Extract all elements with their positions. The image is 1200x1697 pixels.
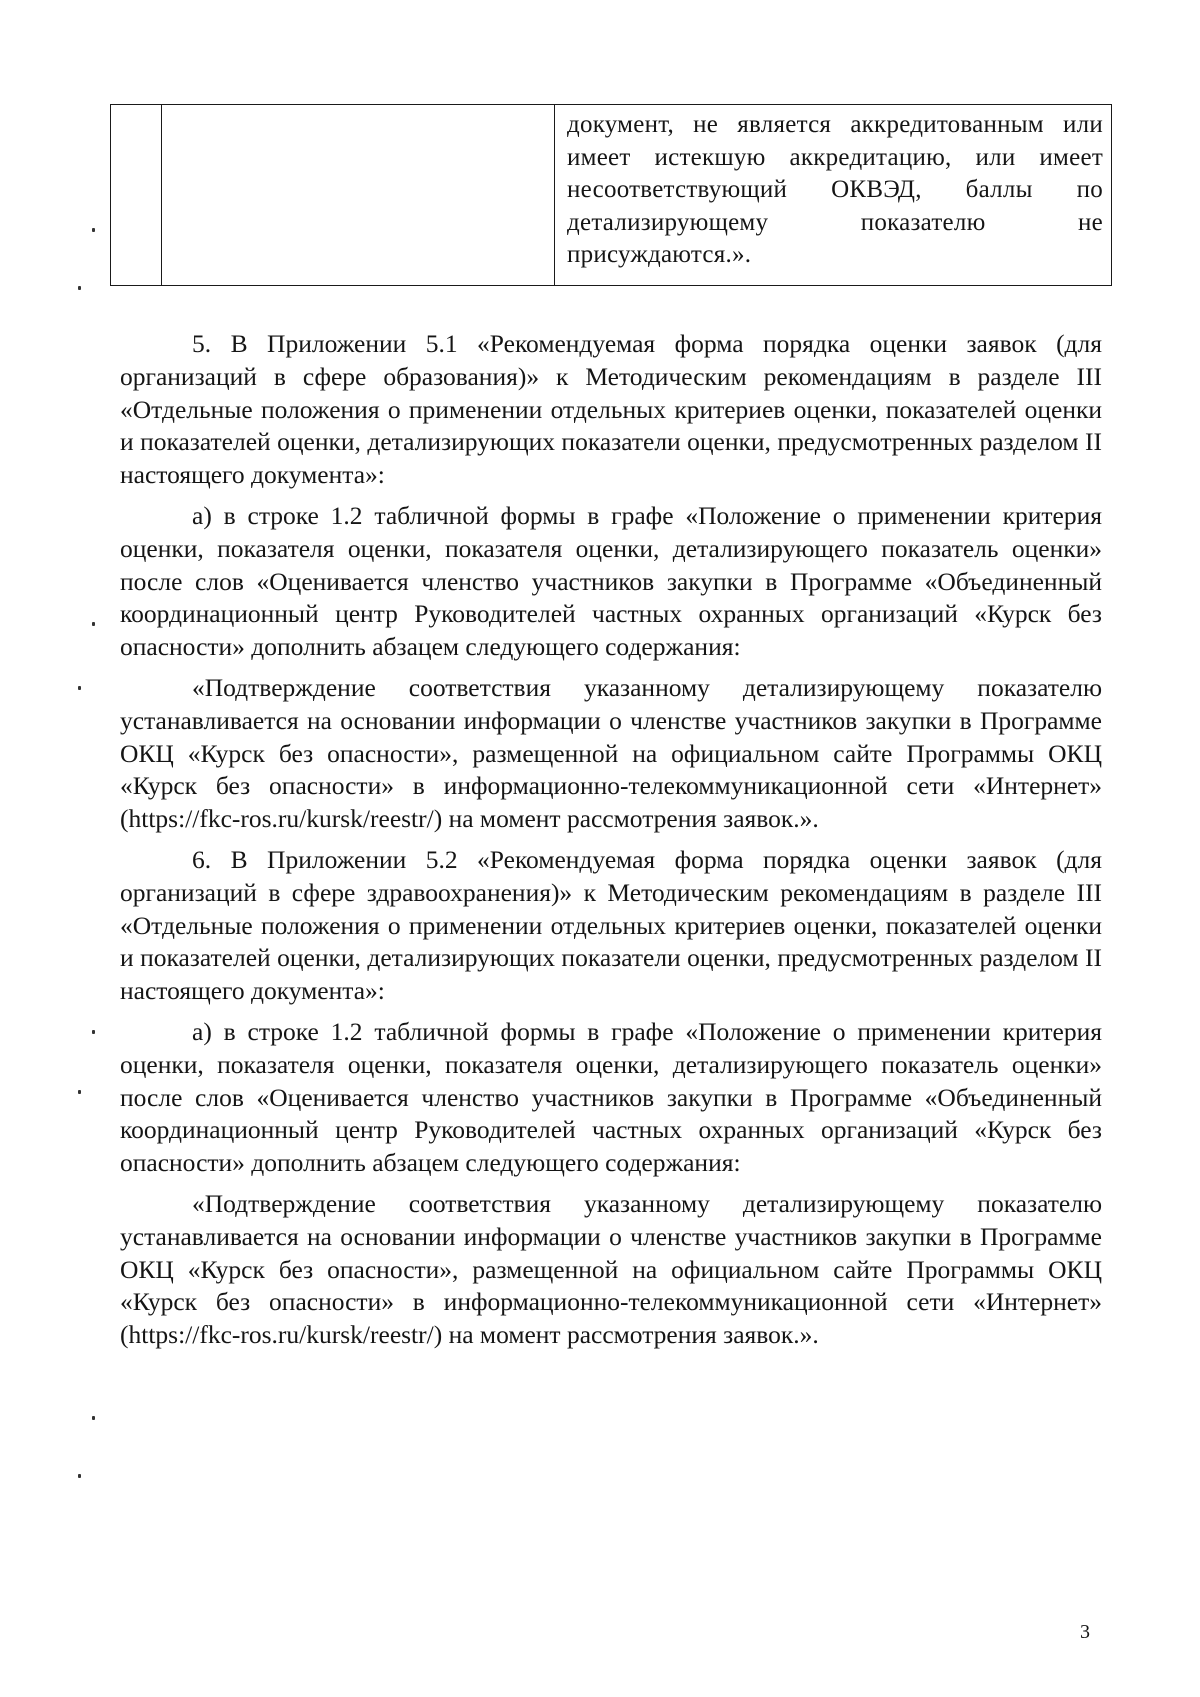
paragraph-quote-5: «Подтверждение соответствия указанному детализирующему показателю устанавливается на основании информации о членстве участников закупки в Программе ОКЦ «Курск без опасности», размещенной на официальном сайте Программы ОКЦ «Курск без опасности» в информационно-телекоммуникационной сети «Интернет» (https://fkc-ros.ru/kursk/reestr/) на момент рассмотрения заявок.». — [120, 672, 1102, 834]
scan-speck — [92, 228, 95, 232]
table-cell-provision — [555, 105, 1112, 286]
paragraph-item-5a: а) в строке 1.2 табличной формы в графе «Положение о применении критерия оценки, показателя оценки, показателя оценки, детализирующего показатель оценки» после слов «Оценивается членство участников закупки в Программе «Объединенный координационный центр Руководителей частных охранных организаций «Курск без опасности» дополнить абзацем следующего содержания: — [120, 500, 1102, 662]
scan-speck — [78, 686, 81, 690]
table-cell-criterion — [162, 105, 555, 286]
document-body — [120, 328, 1102, 1360]
paragraph-item-6: 6. В Приложении 5.2 «Рекомендуемая форма порядка оценки заявок (для организаций в сфере здравоохранения)» к Методическим рекомендациям в разделе III «Отдельные положения о применении отдельных критериев оценки, показателей оценки и показателей оценки, детализирующих показатели оценки, предусмотренных разделом II настоящего документа»: — [120, 844, 1102, 1006]
page-number: 3 — [1080, 1621, 1090, 1643]
scan-speck — [78, 286, 81, 290]
table-cell-number — [111, 105, 162, 286]
scan-speck — [78, 1090, 81, 1094]
scan-speck — [92, 622, 95, 626]
criteria-table-continuation — [110, 104, 1112, 286]
scan-speck — [78, 1474, 81, 1478]
table-cell-text: документ, не является аккредитованным или имеет истекшую аккредитацию, или имеет несоответствующий ОКВЭД, баллы по детализирующему показателю не присуждаются.». — [567, 111, 1103, 268]
table-row — [111, 105, 1112, 286]
paragraph-item-6a: а) в строке 1.2 табличной формы в графе «Положение о применении критерия оценки, показателя оценки, показателя оценки, детализирующего показатель оценки» после слов «Оценивается членство участников закупки в Программе «Объединенный координационный центр Руководителей частных охранных организаций «Курск без опасности» дополнить абзацем следующего содержания: — [120, 1016, 1102, 1178]
paragraph-item-5: 5. В Приложении 5.1 «Рекомендуемая форма порядка оценки заявок (для организаций в сфере образования)» к Методическим рекомендациям в разделе III «Отдельные положения о применении отдельных критериев оценки, показателей оценки и показателей оценки, детализирующих показатели оценки, предусмотренных разделом II настоящего документа»: — [120, 329, 1102, 490]
scan-speck — [92, 1416, 95, 1420]
paragraph-quote-6: «Подтверждение соответствия указанному детализирующему показателю устанавливается на основании информации о членстве участников закупки в Программе ОКЦ «Курск без опасности», размещенной на официальном сайте Программы ОКЦ «Курск без опасности» в информационно-телекоммуникационной сети «Интернет» (https://fkc-ros.ru/kursk/reestr/) на момент рассмотрения заявок.». — [120, 1188, 1102, 1350]
scan-speck — [92, 1030, 95, 1034]
